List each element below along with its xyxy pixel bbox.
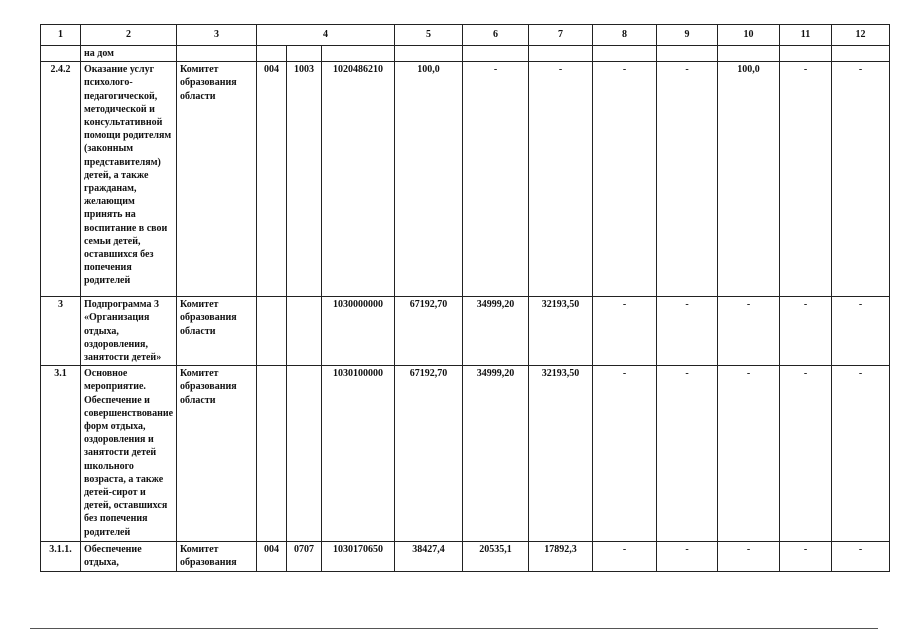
- cell-c4b: 0707: [287, 542, 322, 571]
- cell-c10: -: [718, 366, 780, 542]
- cell-name: на дом: [81, 46, 177, 62]
- cell-c4c: 1030000000: [322, 297, 395, 366]
- cell-num: 2.4.2: [41, 62, 81, 297]
- cell-c4c: 1030100000: [322, 366, 395, 542]
- cell-c9: -: [657, 297, 718, 366]
- table-row: [41, 366, 890, 542]
- cell-org: Комитет образования: [177, 542, 257, 571]
- cell-c5: 38427,4: [395, 542, 463, 571]
- header-cell: 11: [780, 25, 832, 46]
- header-cell: 9: [657, 25, 718, 46]
- cell-c11: -: [780, 62, 832, 297]
- cell-c4b: [287, 46, 322, 62]
- cell-c7: 17892,3: [529, 542, 593, 571]
- cell-c12: -: [832, 542, 890, 571]
- header-cell: 5: [395, 25, 463, 46]
- cell-c12: -: [832, 366, 890, 542]
- cell-c5: 67192,70: [395, 297, 463, 366]
- cell-c4a: 004: [257, 542, 287, 571]
- cell-org: Комитет образования области: [177, 366, 257, 542]
- cell-c10: [718, 46, 780, 62]
- cell-c10: -: [718, 297, 780, 366]
- cell-c7: 32193,50: [529, 366, 593, 542]
- cell-c11: -: [780, 366, 832, 542]
- cell-name: Основное мероприятие. Обеспечение и совершенствование форм отдыха, оздоровления и занятости детей школьного возраста, а также детей-сирот и детей, оставшихся без попечения родителей: [81, 366, 177, 542]
- cell-num: 3.1: [41, 366, 81, 542]
- cell-c11: -: [780, 542, 832, 571]
- cell-c8: -: [593, 366, 657, 542]
- header-cell: 3: [177, 25, 257, 46]
- cell-c5: 100,0: [395, 62, 463, 297]
- header-cell: 4: [257, 25, 395, 46]
- table-row: [41, 46, 890, 62]
- cell-c8: -: [593, 297, 657, 366]
- cell-c6: [463, 46, 529, 62]
- header-cell: 1: [41, 25, 81, 46]
- cell-org: Комитет образования области: [177, 62, 257, 297]
- header-cell: 10: [718, 25, 780, 46]
- cell-c12: -: [832, 297, 890, 366]
- cell-c10: 100,0: [718, 62, 780, 297]
- page-bottom-rule: [30, 628, 878, 629]
- cell-name: Подпрограмма 3 «Организация отдыха, оздоровления, занятости детей»: [81, 297, 177, 366]
- cell-c8: -: [593, 62, 657, 297]
- cell-c7: [529, 46, 593, 62]
- cell-c6: 20535,1: [463, 542, 529, 571]
- cell-c11: [780, 46, 832, 62]
- cell-c4c: 1020486210: [322, 62, 395, 297]
- table-row: [41, 542, 890, 571]
- cell-name: Обеспечение отдыха,: [81, 542, 177, 571]
- cell-c4b: [287, 297, 322, 366]
- header-cell: 8: [593, 25, 657, 46]
- cell-c10: -: [718, 542, 780, 571]
- header-cell: 6: [463, 25, 529, 46]
- cell-c8: [593, 46, 657, 62]
- cell-c6: -: [463, 62, 529, 297]
- cell-org: [177, 46, 257, 62]
- cell-c4a: [257, 46, 287, 62]
- cell-c5: 67192,70: [395, 366, 463, 542]
- cell-c6: 34999,20: [463, 297, 529, 366]
- header-cell: 2: [81, 25, 177, 46]
- cell-c12: -: [832, 62, 890, 297]
- cell-c4a: [257, 366, 287, 542]
- header-row: [41, 25, 890, 46]
- cell-c9: -: [657, 366, 718, 542]
- table-row: [41, 62, 890, 297]
- cell-c9: -: [657, 542, 718, 571]
- header-cell: 7: [529, 25, 593, 46]
- cell-c4c: [322, 46, 395, 62]
- header-cell: 12: [832, 25, 890, 46]
- cell-c9: [657, 46, 718, 62]
- cell-org: Комитет образования области: [177, 297, 257, 366]
- cell-num: 3.1.1.: [41, 542, 81, 571]
- cell-c4b: [287, 366, 322, 542]
- budget-table: [40, 24, 890, 572]
- cell-num: 3: [41, 297, 81, 366]
- cell-num: [41, 46, 81, 62]
- table-row: [41, 297, 890, 366]
- cell-name: Оказание услуг психолого-педагогической, методической и консультативной помощи родителям (законным представителям) детей, а также гражданам, желающим принять на воспитание в свои семьи детей, оставшихся без попечения родителей: [81, 62, 177, 297]
- cell-c5: [395, 46, 463, 62]
- cell-c4b: 1003: [287, 62, 322, 297]
- cell-c11: -: [780, 297, 832, 366]
- cell-c6: 34999,20: [463, 366, 529, 542]
- cell-c12: [832, 46, 890, 62]
- cell-c7: 32193,50: [529, 297, 593, 366]
- cell-c4a: [257, 297, 287, 366]
- cell-c4a: 004: [257, 62, 287, 297]
- cell-c9: -: [657, 62, 718, 297]
- cell-c8: -: [593, 542, 657, 571]
- cell-c4c: 1030170650: [322, 542, 395, 571]
- cell-c7: -: [529, 62, 593, 297]
